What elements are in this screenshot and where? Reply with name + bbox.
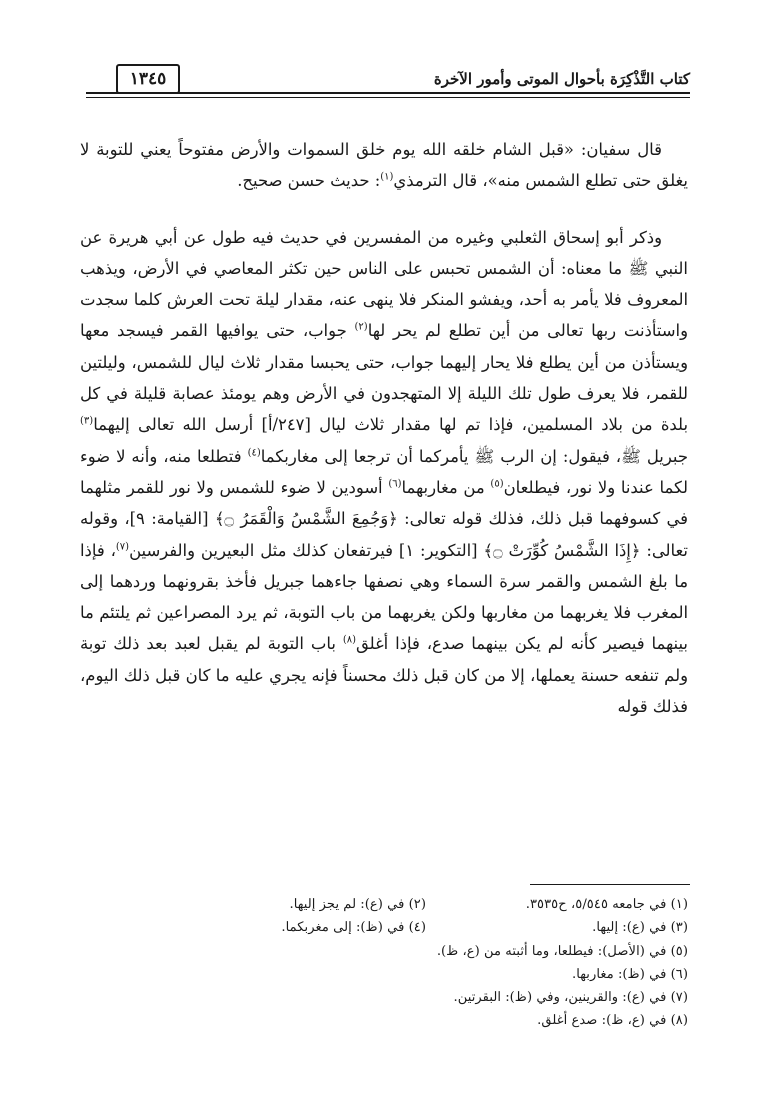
footnote-marker: (١) bbox=[380, 171, 394, 183]
footnote-marker: (٣) bbox=[80, 415, 94, 427]
text-run: فتطلعا منه، وأنه لا ضوء لكما عندنا ولا نور، فيطلعان bbox=[80, 446, 688, 497]
footnote: (١) في جامعه ٥/٥٤٥، ح٣٥٣٥. bbox=[525, 897, 688, 912]
footnote-row bbox=[100, 1009, 688, 1032]
footnote: (٢) في (ع): لم يجز إليها. bbox=[289, 897, 426, 912]
footnote-marker: (٦) bbox=[388, 478, 402, 490]
footnote-row bbox=[100, 963, 688, 986]
text-run: باب التوبة لم يقبل لعبد بعد ذلك توبة ولم تنفعه حسنة يعملها، إلا من كان قبل ذلك محسناً فإنه يجري عليه ما كان قبل ذلك اليوم، فذلك قوله bbox=[80, 634, 688, 717]
footnote: (٣) في (ع): إليها. bbox=[592, 920, 688, 936]
main-text bbox=[80, 134, 688, 722]
footnote: (٨) في (ع، ظ): صدع أغلق. bbox=[537, 1013, 688, 1029]
footnote: (٧) في (ع): والقرينين، وفي (ظ): البقرتين. bbox=[453, 990, 688, 1006]
footnote-marker: (٤) bbox=[247, 447, 261, 459]
paragraph bbox=[80, 222, 688, 723]
text-run: وذكر أبو إسحاق الثعلبي وغيره من المفسرين في حديث فيه طول عن أبي هريرة عن النبي ﷺ ما معناه: أن الشمس تحبس على الناس حين تكثر المعاصي في الأرض، ويذهب المعروف فلا يأمر به أحد، ويفشو المنكر فلا ينهى عنه، مقدار ليلة تحت العرش كلما سجدت واستأذنت ربها تعالى من أين تطلع لم يحر لها bbox=[80, 227, 688, 341]
footnote-row bbox=[100, 940, 688, 963]
footnote: (٤) في (ظ): إلى مغربكما. bbox=[281, 920, 426, 936]
page-header bbox=[86, 64, 690, 106]
text-run: : حديث حسن صحيح. bbox=[237, 171, 381, 191]
footnote: (٥) في (الأصل): فيطلعا، وما أثبته من (ع، ظ). bbox=[436, 943, 688, 959]
running-title: كتاب التَّذْكِرَة بأحوال الموتى وأمور الآخرة bbox=[433, 70, 690, 88]
footnote-marker: (٥) bbox=[490, 478, 504, 490]
footnote-row bbox=[100, 916, 688, 939]
footnote-marker: (٨) bbox=[342, 634, 357, 646]
header-rule-thin bbox=[86, 97, 690, 98]
text-run: قال سفيان: «قبل الشام خلقه الله يوم خلق السموات والأرض مفتوحاً يعني للتوبة لا يغلق حتى تطلع الشمس منه»، قال الترمذي bbox=[80, 140, 688, 191]
footnote-row bbox=[100, 986, 688, 1009]
text-run: ، فإذا ما بلغ الشمس والقمر سرة السماء وهي نصفها جاءهما جبريل فأخذ بقرونهما وردهما إلى المغرب فلا يغربهما من مغاربها ولكن يغربهما من باب التوبة، ثم يرد المصراعين ثم يلتئم ما بينهما فيصير كأنه لم يكن بينهما صدع، فإذا أغلق bbox=[80, 540, 688, 654]
text-run: جبريل ﷺ، فيقول: إن الرب ﷺ يأمركما أن ترجعا إلى مغاربكما bbox=[260, 446, 688, 466]
footnote-separator bbox=[530, 884, 690, 885]
footnote-marker: (٢) bbox=[354, 322, 368, 334]
page-number: ١٣٤٥ bbox=[116, 64, 180, 94]
text-run: جواب، حتى يوافيها القمر فيسجد معها ويستأذن من أين يطلع فلا يحار إليهما جواب، حتى يحبسا مقدار ثلاث ليال للشمس، وليلتين للقمر، فلا يعرف طول تلك الليلة إلا المتهجدون في الأرض وهم يومئذ عصابة قليلة في كل بلدة من بلاد المسلمين، فإذا تم لها مقدار ثلاث ليال [٢٤٧/أ] أرسل الله تعالى إليهما bbox=[80, 321, 689, 435]
footnotes bbox=[100, 893, 688, 1033]
text-run: من مغاربهما bbox=[401, 477, 491, 497]
footnote: (٦) في (ظ): مغاربها. bbox=[572, 966, 688, 982]
paragraph bbox=[80, 134, 688, 197]
text-run: أسودين لا ضوء للشمس ولا نور للقمر مثلهما في كسوفهما قبل ذلك، فذلك قوله تعالى: ﴿وَجُمِعَ الشَّمْسُ وَالْقَمَرُ ۝﴾ [القيامة: ٩]، وقوله تعالى: ﴿إِذَا الشَّمْسُ كُوِّرَتْ ۝﴾ [التكوير: ١] فيرتفعان كذلك مثل البعيرين والفرسين bbox=[80, 477, 688, 560]
footnote-marker: (٧) bbox=[115, 541, 130, 553]
footnote-row bbox=[100, 893, 688, 916]
